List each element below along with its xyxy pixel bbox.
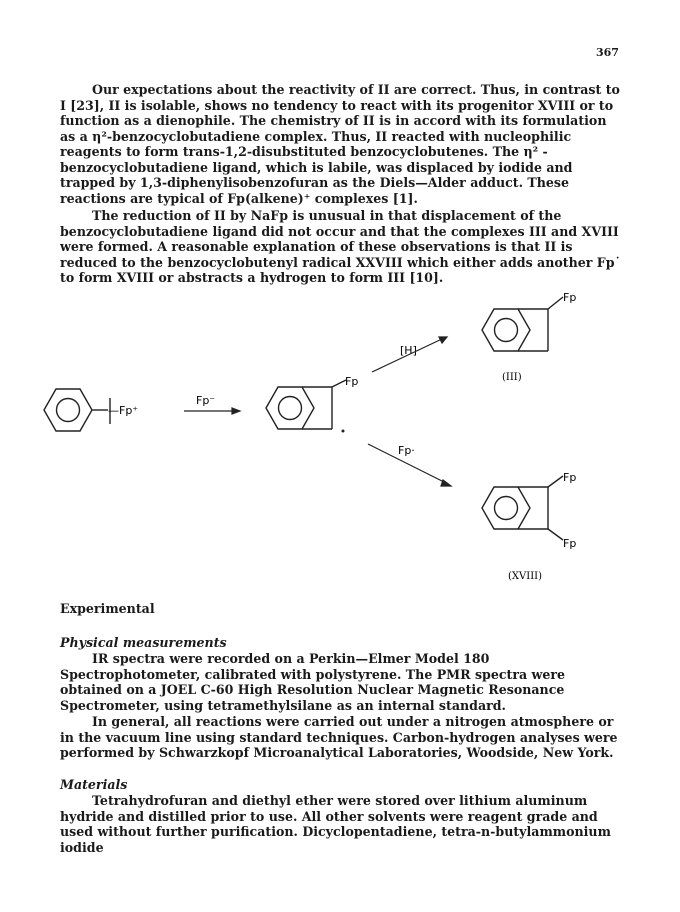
intermediate-structure (266, 380, 346, 429)
reaction-arrow-upper (372, 337, 447, 372)
product-xviii-name: (XVIII) (508, 571, 542, 582)
product-iii-name: (III) (502, 372, 522, 383)
page-number: 367 (596, 46, 619, 59)
paragraph-materials-text: Tetrahydrofuran and diethyl ether were stored over lithium aluminum hydride and distilled prior to use. All other solvents were reagent grade and used without further purification. Dicyclopentadiene, tetra-n-butylammonium iodide (60, 793, 611, 855)
paragraph-materials (60, 793, 626, 855)
paragraph-nitrogen-atmosphere-text: In general, all reactions were carried out under a nitrogen atmosphere or in the vacuum line using standard techniques. Carbon-hydrogen analyses were performed by Schwarzkopf Microanalytical Laboratories, Woodside, New York. (60, 714, 618, 760)
product-iii-structure (482, 297, 563, 351)
product-xviii-fp-top-label: Fp (563, 471, 577, 484)
product-xviii-fp-bottom-label: Fp (563, 537, 577, 550)
paragraph-nitrogen-atmosphere (60, 714, 626, 761)
reactant-structure (44, 389, 110, 431)
product-iii-fp-label: Fp (563, 291, 577, 304)
paragraph-intro-text: Our expectations about the reactivity of II are correct. Thus, in contrast to I [23], II is isolable, shows no tendency to react with its progenitor XVIII or to function as a dienophile. The chemistry of II is in accord with its formulation as a η²-benzocyclobutadiene complex. Thus, II reacted with nucleophilic reagents to form trans-1,2-disubstituted benzocyclobutenes. The η² -benzocyclobutadiene ligand, which is labile, was displaced by iodide and trapped by 1,3-diphenylisobenzofuran as the Diels—Alder adduct. These reactions are typical of Fp(alkene)⁺ complexes [1]. (60, 82, 620, 206)
upper-reagent-h-label: [H] (400, 344, 417, 357)
reactant-fp-label: —Fp⁺ (108, 404, 139, 417)
product-xviii-structure (482, 476, 563, 540)
paragraph-ir-pmr (60, 651, 626, 713)
intermediate-fp-label: Fp (345, 375, 359, 388)
reagent-fp-anion-label: Fp⁻ (196, 394, 216, 407)
paragraph-ir-pmr-text: IR spectra were recorded on a Perkin—Elmer Model 180 Spectrophotometer, calibrated with polystyrene. The PMR spectra were obtained on a JOEL C-60 High Resolution Nuclear Magnetic Resonance Spectrometer, using tetramethylsilane as an internal standard. (60, 651, 566, 713)
reaction-arrow-main (184, 408, 240, 414)
paragraph-reduction-text: The reduction of II by NaFp is unusual in that displacement of the benzocyclobutadiene ligand did not occur and that the complexes III and XVIII were formed. A reasonable explanation of these observations is that II is reduced to the benzocyclobutenyl radical XXVIII which either adds another Fp˙ to form XVIII or abstracts a hydrogen to form III [10]. (60, 208, 621, 285)
experimental-heading: Experimental (60, 601, 155, 616)
lower-reagent-fp-radical-label: Fp· (398, 444, 415, 457)
radical-dot (342, 430, 345, 433)
physical-measurements-heading: Physical measurements (60, 635, 227, 650)
materials-heading: Materials (60, 777, 128, 792)
